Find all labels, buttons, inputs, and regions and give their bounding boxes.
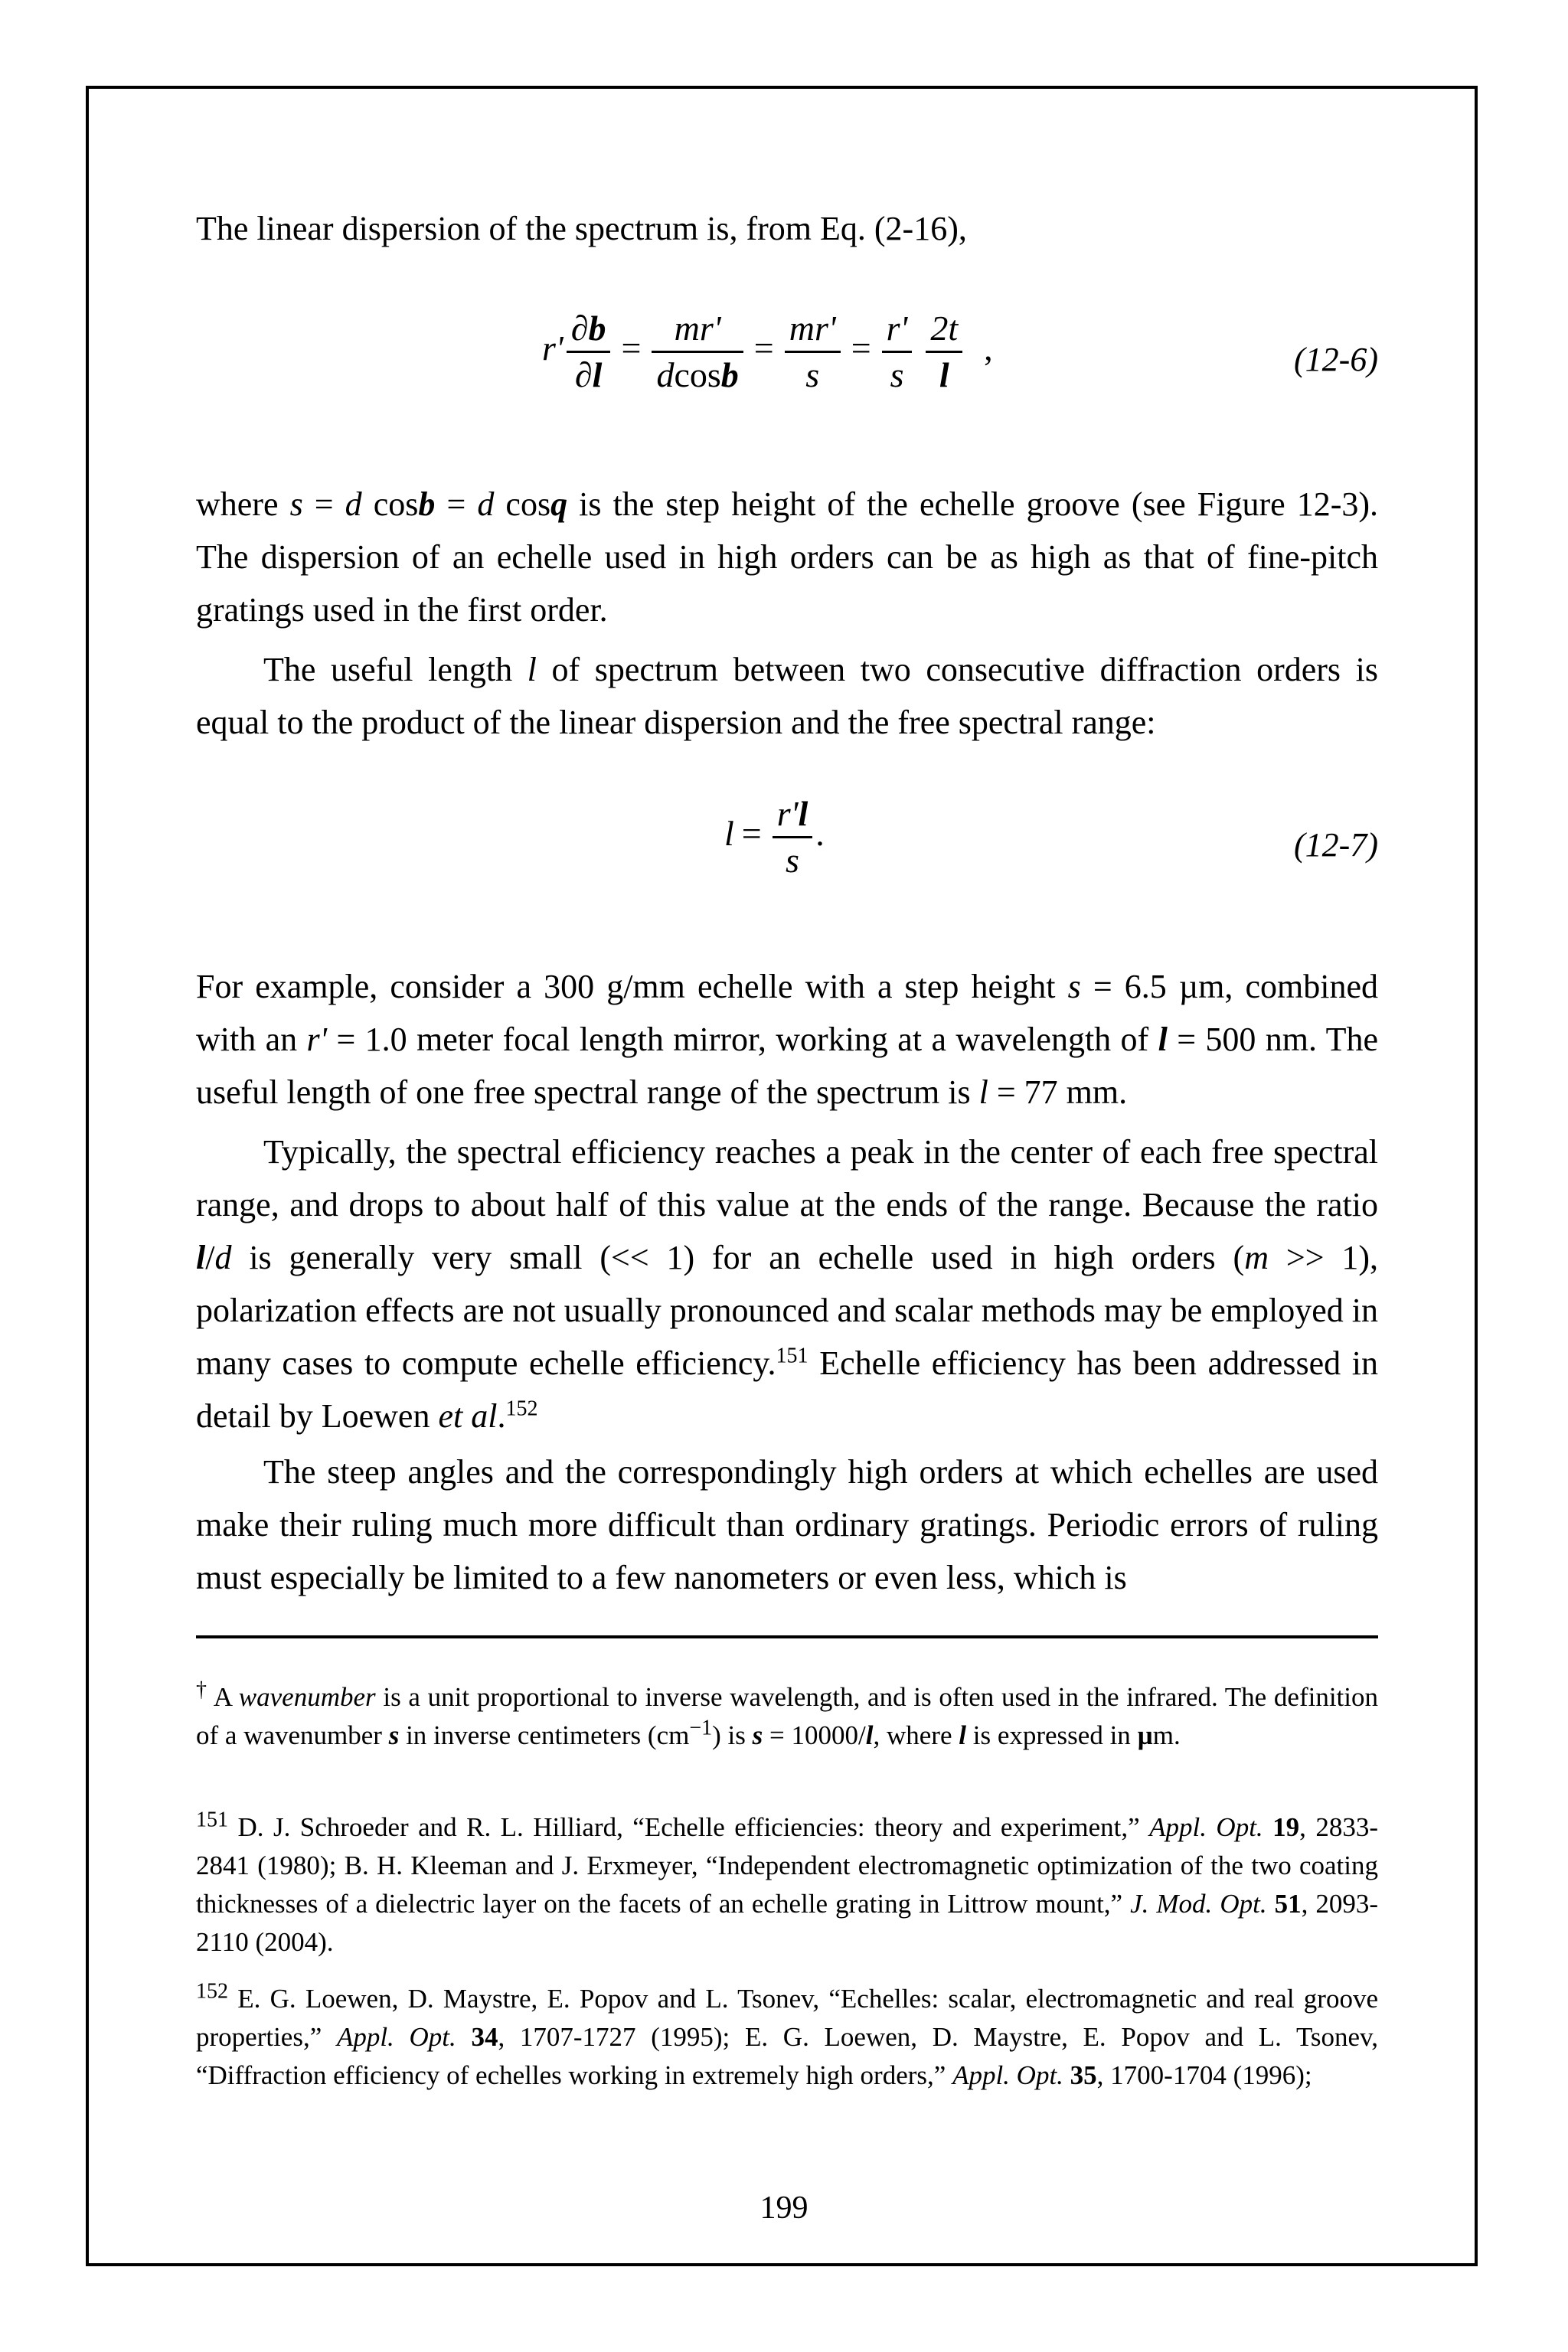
eq1-rprime: r' [542,328,564,368]
eq1-frac-3: $\frac{mr'}{s}$ [785,306,841,397]
eq1-frac-2: $\frac{mr'}{dcosb}$ [652,306,743,397]
eq1-frac-4: $\frac{r'}{s}$ [882,306,913,397]
intro-text: The linear dispersion of the spectrum is, from Eq. (2-16), [196,210,967,247]
equation-12-7-body: l = $\frac{r'l}{s}$ . [724,792,825,883]
equation-number-12-7: (12-7) [1294,826,1378,864]
paragraph-4: Typically, the spectral efficiency reaches a peak in the center of each free spectral range, and drops to about half of this value at the ends of the range. Because the ratio l/d is generally very small (<< 1) for an echelle used in high orders (m >> 1), polarization effects are not usually pronounced and scalar methods may be employed in many cases to compute echelle efficiency.$^{151}$ Echelle efficiency has been addressed in detail by Loewen et al.$^{152}$ [196,1133,1379,1435]
equation-12-6 [196,306,1378,413]
equation-number-12-6: (12-6) [1294,341,1378,378]
paragraph-2: The useful length l of spectrum between two consecutive diffraction orders is equal to the product of the linear dispersion and the free spectral range: [196,651,1378,741]
footnote-ref-151[interactable]: 151 [776,1344,808,1368]
paragraph-1: where s = d cosb = d cosq is the step height of the echelle groove (see Figure 12-3). The dispersion of an echelle used in high orders can be as high as that of fine-pitch gratings used in the first order. [196,485,1378,629]
paragraph-3: For example, consider a 300 g/mm echelle with a step height s = 6.5 µm, combined with an r' = 1.0 meter focal length mirror, working at a wavelength of l = 500 nm. The useful length of one free spectral range of the spectrum is l = 77 mm. [196,968,1379,1111]
equation-12-7 [196,792,1378,899]
footnote-151: $^{151}$ D. J. Schroeder and R. L. Hilliard, “Echelle efficiencies: theory and experiment,” Appl. Opt. 19, 2833-2841 (1980); B. H. Kleeman and J. Erxmeyer, “Independent electromagnetic optimization of the two coating thicknesses of a dielectric layer on the facets of an echelle grating in Littrow mount,” J. Mod. Opt. 51, 2093-2110 (2004). [196,1808,1379,1957]
paragraph-5: The steep angles and the correspondingly high orders at which echelles are used make their ruling much more difficult than ordinary gratings. Periodic errors of ruling must especially be limited to a few nanometers or even less, which is [196,1453,1378,1596]
footnote-ref-152[interactable]: 152 [505,1396,538,1421]
eq2-frac: $\frac{r'l}{s}$ [773,792,813,883]
equation-12-6-body: r' $\frac{\partial b}{\partial l}$ = $\frac{mr'}{dcosb}$ = $\frac{mr'}{s}$ = $\frac{r'}{s}$ $\frac{2t}{l}$ , [542,306,993,397]
eq1-frac-5: $\frac{2t}{l}$ [926,306,962,397]
footnote-152: $^{152}$ E. G. Loewen, D. Maystre, E. Popov and L. Tsonev, “Echelles: scalar, electromagnetic and real groove properties,” Appl. Opt. 34, 1707-1727 (1995); E. G. Loewen, D. Maystre, E. Popov and L. Tsonev, “Diffraction efficiency of echelles working in extremely high orders,” Appl. Opt. 35, 1700-1704 (1996); [196,1979,1379,2090]
footnote-separator [196,1635,1378,1638]
eq1-frac-1: $\frac{\partial b}{\partial l}$ [567,306,611,397]
page-number: 199 [760,2190,808,2226]
footnote-dagger: † A wavenumber is a unit proportional to inverse wavelength, and is often used in the infrared. The definition of a wavenumber s in inverse centimeters $(cm^{-1})$ is s = 10000/l, where l is expressed in µm. [196,1677,1378,1750]
